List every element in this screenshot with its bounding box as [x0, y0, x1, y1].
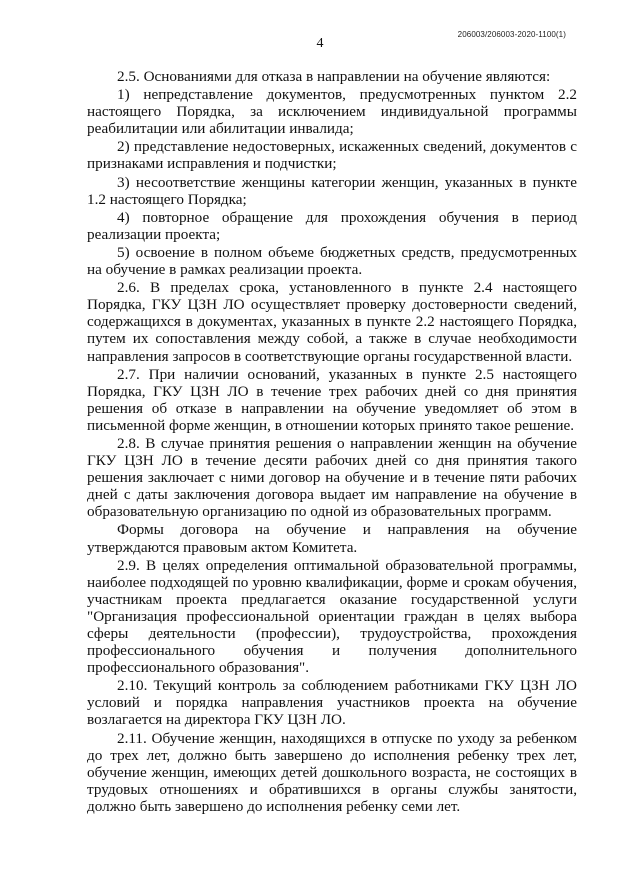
page-number: 4 [316, 36, 324, 51]
paragraph-2-9: 2.9. В целях определения оптимальной образовательной программы, наиболее подходящей по уровню квалификации, форме и срокам обучения, участникам проекта предлагается оказание государственной услуги "Организация профессиональной ориентации граждан в целях выбора сферы деятельности (профессии), трудоустройства, прохождения профессионального обучения и получения дополнительного профессионального образования". [87, 556, 577, 677]
document-body [87, 68, 577, 816]
paragraph-2-8: 2.8. В случае принятия решения о направлении женщин на обучение ГКУ ЦЗН ЛО в течение десяти рабочих дней со дня принятия такого решения заключает с ними договор на обучение и в течение пяти рабочих дней с даты заключения договора выдает им направление на обучение в образовательную организацию по одной из образовательных программ. [87, 434, 577, 521]
list-item-1: 1) непредставление документов, предусмотренных пунктом 2.2 настоящего Порядка, за исключением индивидуальной программы реабилитации или абилитации инвалида; [87, 86, 577, 138]
paragraph-2-10: 2.10. Текущий контроль за соблюдением работниками ГКУ ЦЗН ЛО условий и порядка направления участников проекта на обучение возлагается на директора ГКУ ЦЗН ЛО. [87, 677, 577, 729]
paragraph-2-5: 2.5. Основаниями для отказа в направлении на обучение являются: [117, 68, 551, 85]
paragraph-2-7: 2.7. При наличии оснований, указанных в пункте 2.5 настоящего Порядка, ГКУ ЦЗН ЛО в течение трех рабочих дней со дня принятия решения об отказе в направлении на обучение уведомляет об этом в письменной форме женщин, в отношении которых принято такое решение. [87, 365, 577, 434]
list-item-3: 3) несоответствие женщины категории женщин, указанных в пункте 1.2 настоящего Порядка; [87, 173, 577, 208]
paragraph-forms: Формы договора на обучение и направления на обучение утверждаются правовым актом Комитета. [87, 521, 577, 556]
paragraph-2-6: 2.6. В пределах срока, установленного в пункте 2.4 настоящего Порядка, ГКУ ЦЗН ЛО осуществляет проверку достоверности сведений, содержащихся в документах, указанных в пункте 2.2 настоящего Порядка, путем их сопоставления между собой, а также в случае необходимости направления запросов в соответствующие органы государственной власти. [87, 279, 577, 365]
document-code: 206003/206003-2020-1100(1) [457, 30, 566, 39]
list-item-5: 5) освоение в полном объеме бюджетных средств, предусмотренных на обучение в рамках реализации проекта. [87, 243, 577, 279]
list-item-4: 4) повторное обращение для прохождения обучения в период реализации проекта; [87, 208, 577, 243]
list-item-2: 2) представление недостоверных, искаженных сведений, документов с признаками исправления и подчистки; [87, 138, 577, 173]
paragraph-2-11: 2.11. Обучение женщин, находящихся в отпуске по уходу за ребенком до трех лет, должно быть завершено до исполнения ребенку трех лет, обучение женщин, имеющих детей дошкольного возраста, не состоящих в трудовых отношениях и обратившихся в органы службы занятости, должно быть завершено до исполнения ребенку семи лет. [87, 729, 577, 815]
